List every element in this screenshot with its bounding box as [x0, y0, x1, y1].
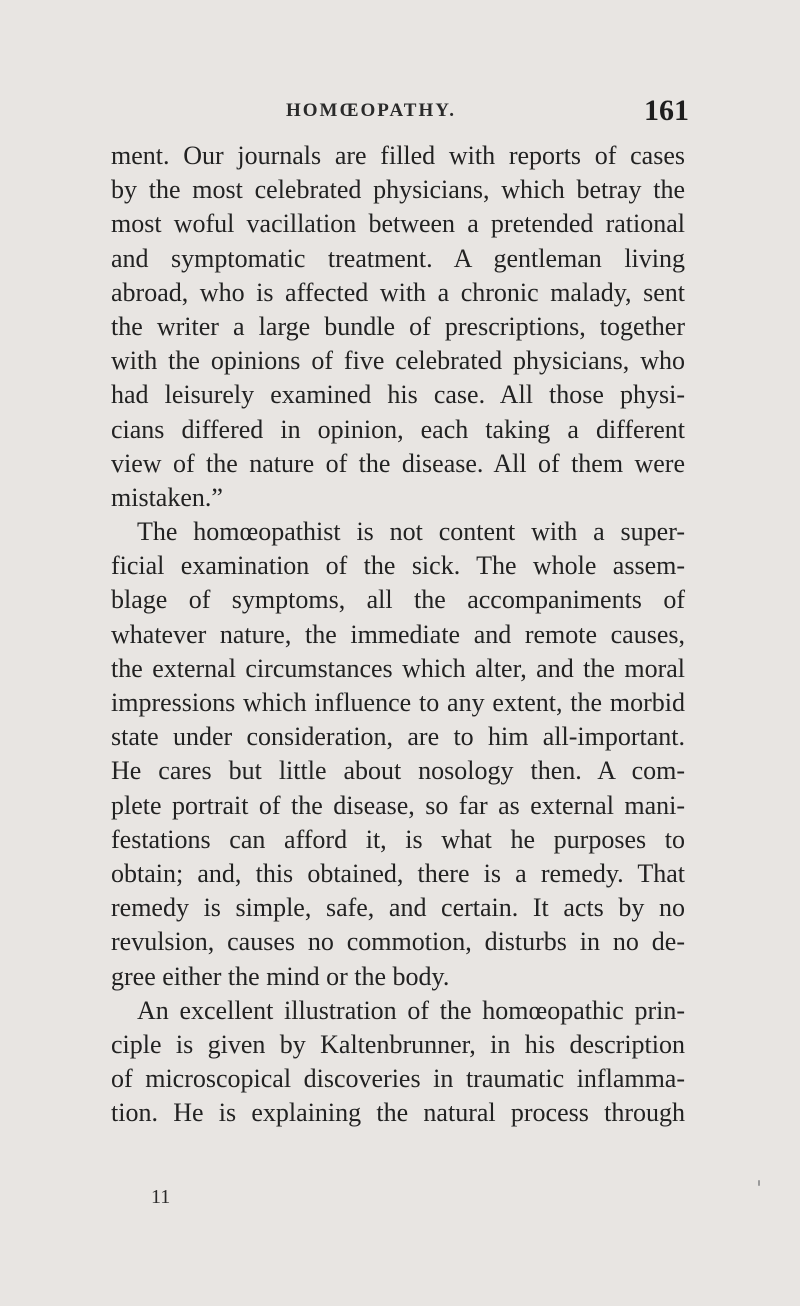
- text-line: whatever nature, the immediate and remote causes,: [111, 619, 685, 649]
- text-line: had leisurely examined his case. All those physi-: [111, 380, 685, 410]
- paragraph-start-line: The homœopathist is not content with a super-: [137, 517, 685, 547]
- text-line: impressions which influence to any extent, the morbid: [111, 688, 685, 717]
- text-line: the writer a large bundle of prescriptions, together: [111, 311, 685, 341]
- text-line: ciple is given by Kaltenbrunner, in his description: [111, 1029, 685, 1059]
- text-line: and symptomatic treatment. A gentleman living: [111, 243, 685, 273]
- text-line: plete portrait of the disease, so far as external mani-: [111, 790, 685, 820]
- text-line: of microscopical discoveries in traumatic inflamma-: [111, 1064, 685, 1094]
- running-head: [0, 94, 800, 128]
- text-line: the external circumstances which alter, and the moral: [111, 653, 685, 683]
- text-line: ment. Our journals are filled with reports of cases: [111, 141, 685, 170]
- signature-mark: 11: [151, 1186, 171, 1208]
- text-line: revulsion, causes no commotion, disturbs in no de-: [111, 927, 685, 957]
- text-line: remedy is simple, safe, and certain. It acts by no: [111, 893, 685, 923]
- text-line: festations can afford it, is what he purposes to: [111, 824, 685, 854]
- running-title: HOMŒOPATHY.: [286, 100, 456, 121]
- text-line: abroad, who is affected with a chronic malady, sent: [111, 277, 685, 307]
- text-line: gree either the mind or the body.: [111, 961, 450, 991]
- paragraph-start-line: An excellent illustration of the homœopathic prin-: [137, 995, 685, 1025]
- text-line: state under consideration, are to him all-important.: [111, 722, 685, 752]
- text-line: cians differed in opinion, each taking a different: [111, 414, 685, 444]
- text-line: most woful vacillation between a pretended rational: [111, 209, 685, 239]
- text-line: He cares but little about nosology then. A com-: [111, 756, 685, 786]
- paper-speck: [758, 1180, 760, 1186]
- body-text: [111, 139, 685, 1130]
- text-line: by the most celebrated physicians, which betray the: [111, 175, 685, 205]
- text-line: ficial examination of the sick. The whole assem-: [111, 551, 685, 581]
- text-line: view of the nature of the disease. All of them were: [111, 448, 685, 478]
- text-line: obtain; and, this obtained, there is a remedy. That: [111, 858, 685, 888]
- text-line: with the opinions of five celebrated physicians, who: [111, 346, 685, 376]
- text-line: tion. He is explaining the natural process through: [111, 1098, 685, 1128]
- page-number: 161: [644, 94, 689, 127]
- text-line: blage of symptoms, all the accompaniments of: [111, 585, 685, 615]
- text-line: mistaken.”: [111, 482, 223, 512]
